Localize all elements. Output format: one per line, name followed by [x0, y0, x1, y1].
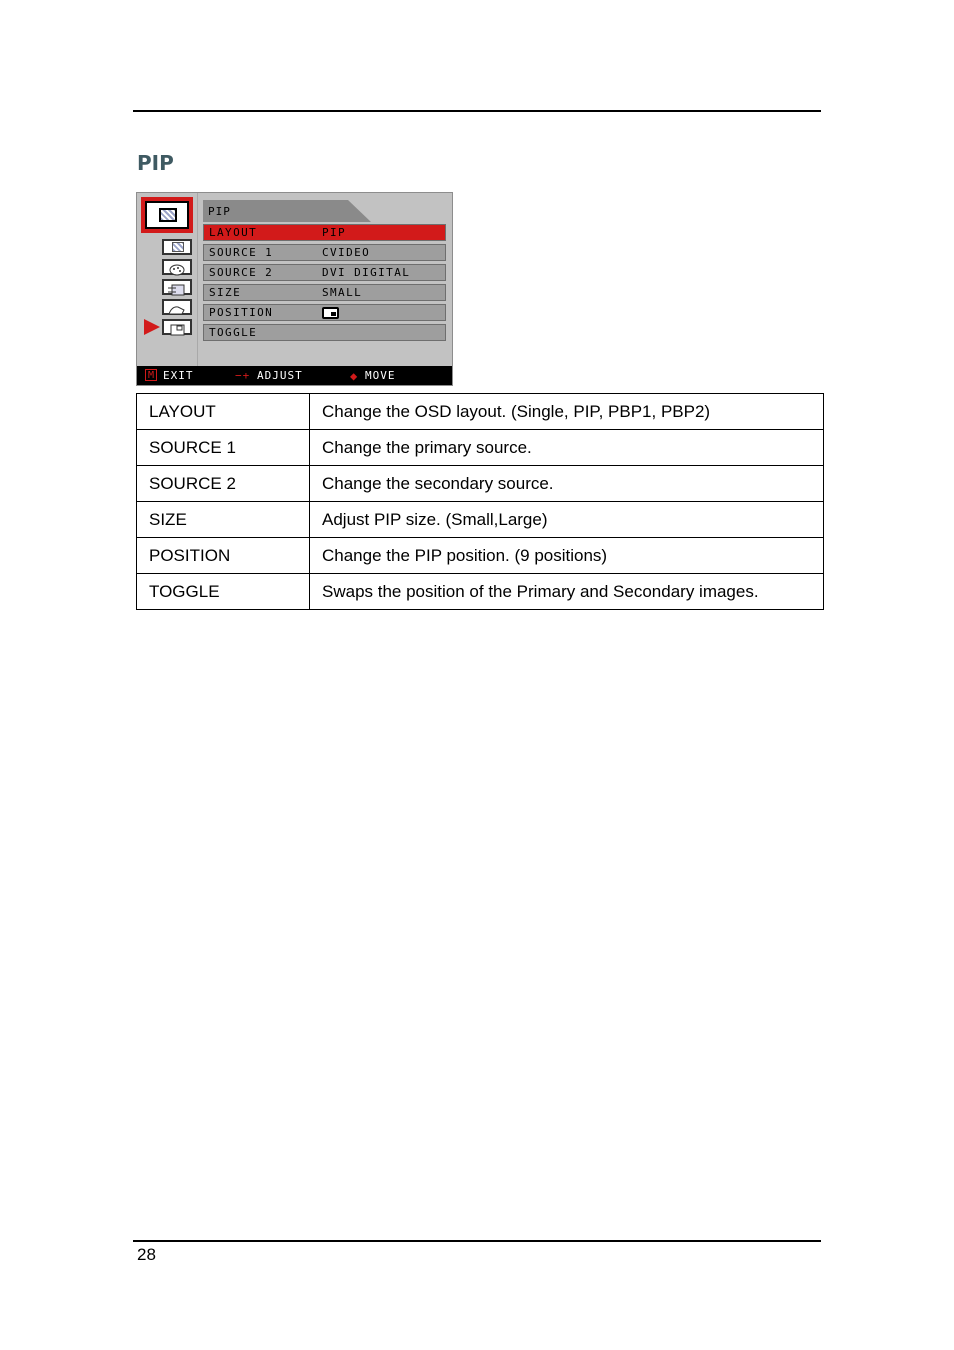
osd-row-size [203, 284, 446, 301]
footer-rule [133, 1240, 821, 1242]
footer-move: MOVE [365, 369, 396, 382]
table-cell-item: TOGGLE [137, 574, 310, 610]
table-row [137, 466, 824, 502]
osd-footer [137, 366, 452, 385]
settings-table [136, 393, 824, 610]
selection-arrow-icon [144, 319, 160, 335]
footer-exit: EXIT [163, 369, 194, 382]
osd-row-toggle [203, 324, 446, 341]
table-cell-description: Change the OSD layout. (Single, PIP, PBP1, PBP2) [310, 394, 824, 430]
table-row [137, 538, 824, 574]
table-cell-item: SOURCE 1 [137, 430, 310, 466]
color-palette-icon [162, 259, 192, 275]
table-cell-description: Change the secondary source. [310, 466, 824, 502]
table-cell-item: SOURCE 2 [137, 466, 310, 502]
osd-divider [197, 193, 198, 367]
table-cell-item: SIZE [137, 502, 310, 538]
adjust-icon: −+ [235, 369, 251, 382]
osd-row-position [203, 304, 446, 321]
table-cell-description: Swaps the position of the Primary and Secondary images. [310, 574, 824, 610]
osd-row-key: SOURCE 1 [209, 246, 274, 259]
pip-layout-icon [141, 197, 193, 233]
table-row [137, 394, 824, 430]
table-row [137, 430, 824, 466]
osd-screenshot [136, 192, 453, 386]
osd-row-value: DVI DIGITAL [322, 266, 411, 279]
table-cell-description: Change the PIP position. (9 positions) [310, 538, 824, 574]
footer-adjust: ADJUST [257, 369, 303, 382]
osd-row-source1 [203, 244, 446, 261]
settings-hand-icon [162, 299, 192, 315]
table-row [137, 502, 824, 538]
table-cell-description: Adjust PIP size. (Small,Large) [310, 502, 824, 538]
pip-position-icon [322, 307, 339, 319]
table-cell-item: LAYOUT [137, 394, 310, 430]
osd-row-key: SOURCE 2 [209, 266, 274, 279]
page-number: 28 [137, 1245, 156, 1264]
osd-tab [203, 200, 373, 222]
osd-row-key: SIZE [209, 286, 242, 299]
osd-row-value: CVIDEO [322, 246, 371, 259]
osd-row-key: TOGGLE [209, 326, 258, 339]
menu-key-icon: M [145, 369, 157, 381]
move-icon: ◆ [350, 369, 359, 383]
osd-tab-label: PIP [208, 205, 231, 218]
pip-icon [162, 319, 192, 335]
osd-row-key: POSITION [209, 306, 274, 319]
table-row [137, 574, 824, 610]
osd-row-layout [203, 224, 446, 241]
osd-row-key: LAYOUT [209, 226, 258, 239]
osd-row-value: SMALL [322, 286, 363, 299]
header-rule [133, 110, 821, 112]
table-cell-item: POSITION [137, 538, 310, 574]
image-adjust-icon [162, 279, 192, 295]
section-title: PIP [137, 151, 174, 175]
osd-row-value: PIP [322, 226, 347, 239]
osd-row-source2 [203, 264, 446, 281]
picture-icon [162, 239, 192, 255]
table-cell-description: Change the primary source. [310, 430, 824, 466]
